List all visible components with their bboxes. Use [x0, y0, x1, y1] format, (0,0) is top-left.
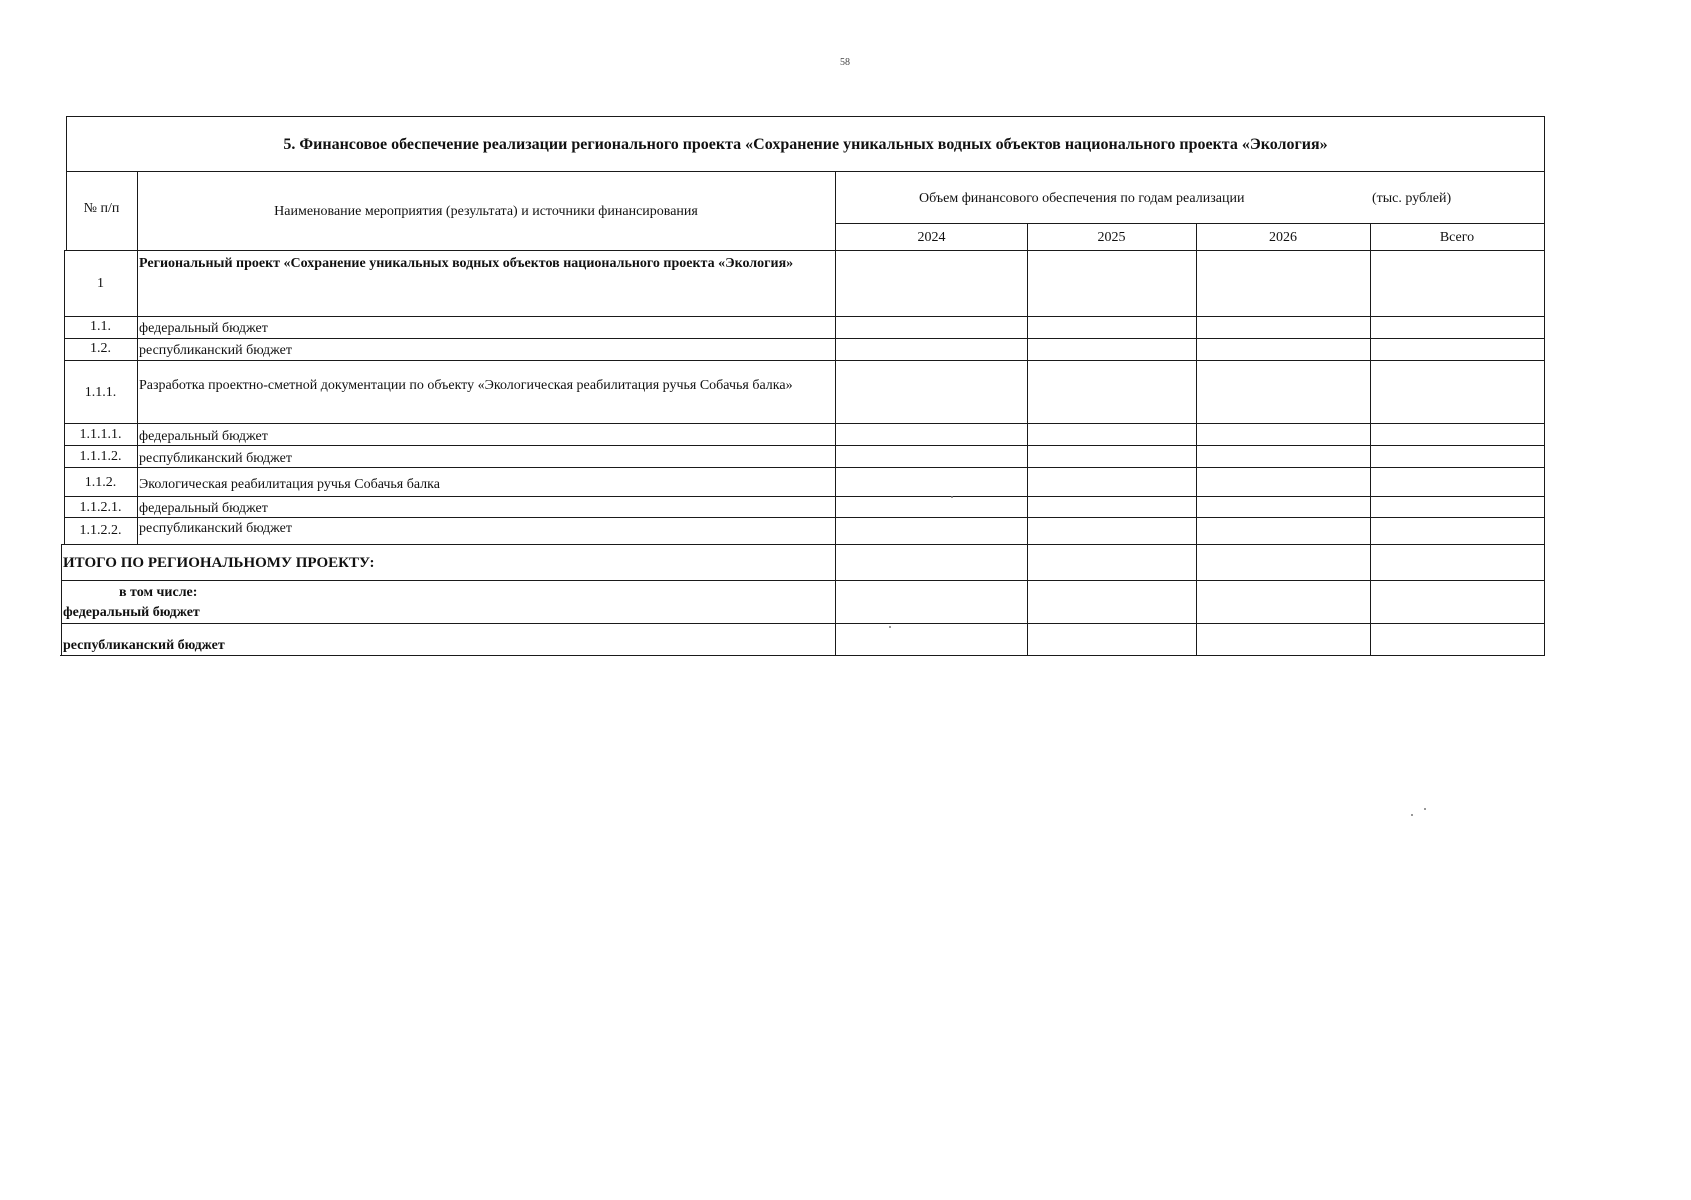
row-num: 1.1.1.: [84, 385, 117, 400]
table-title: 5. Финансовое обеспечение реализации регионального проекта «Сохранение уникальных водных объектов национального проекта «Экология»: [283, 136, 1328, 153]
row-num: 1.1.2.2.: [79, 523, 122, 538]
row-num: 1.1.1.1.: [79, 427, 122, 442]
row-name: Разработка проектно-сметной документации по объекту «Экологическая реабилитация ручья Собачья балка»: [139, 378, 793, 393]
row-name: республиканский бюджет: [139, 343, 292, 358]
header-num: № п/п: [83, 201, 120, 216]
row-num: 1.1.1.2.: [79, 449, 122, 464]
header-name: Наименование мероприятия (результата) и источники финансирования: [274, 204, 698, 219]
row-name: республиканский бюджет: [139, 521, 292, 536]
page-number: 58: [840, 57, 850, 68]
row-name: республиканский бюджет: [139, 451, 292, 466]
total-federal: федеральный бюджет: [63, 605, 200, 620]
row-name: Экологическая реабилитация ручья Собачья балка: [139, 477, 440, 492]
row-num: 1.2.: [90, 341, 111, 356]
row-num: 1.1.2.1.: [79, 500, 122, 515]
header-year-2026: 2026: [1269, 230, 1297, 245]
row-name: федеральный бюджет: [139, 429, 268, 444]
total-including: в том числе:: [119, 585, 198, 600]
row-num: 1: [97, 276, 104, 291]
total-republican: республиканский бюджет: [63, 638, 225, 653]
total-label: ИТОГО ПО РЕГИОНАЛЬНОМУ ПРОЕКТУ:: [63, 555, 375, 571]
header-total: Всего: [1439, 230, 1475, 245]
header-unit: (тыс. рублей): [1372, 191, 1452, 206]
row-num: 1.1.2.: [84, 475, 117, 490]
row-name: Региональный проект «Сохранение уникальных водных объектов национального проекта «Экология»: [139, 256, 794, 271]
row-num: 1.1.: [90, 319, 111, 334]
header-year-2024: 2024: [917, 230, 946, 245]
header-volume: Объем финансового обеспечения по годам реализации: [919, 191, 1245, 206]
row-name: федеральный бюджет: [139, 321, 268, 336]
row-name: федеральный бюджет: [139, 501, 268, 516]
header-year-2025: 2025: [1097, 230, 1126, 245]
